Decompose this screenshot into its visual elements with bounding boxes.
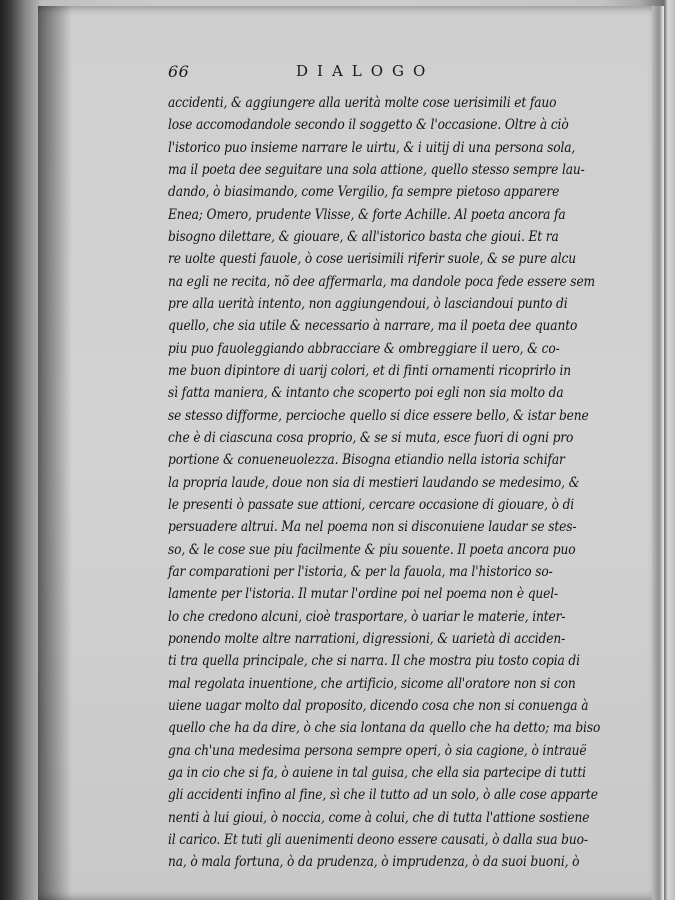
text-line: la propria laude, doue non sia di mestieri laudando se medesimo, & [168,474,580,491]
text-line: ga in cio che si fa, ò auiene in tal guisa, che ella sia partecipe di tutti [168,764,586,781]
text-line: mal regolata inuentione, che artificio, sicome all'oratore non si con [168,675,576,692]
page-edge [652,6,664,900]
text-line: quello che ha da dire, ò che sia lontana da quello che ha detto; ma biso [168,720,601,737]
text-line: dando, ò biasimando, come Vergilio, fa sempre pietoso apparere [168,184,560,201]
text-line: quello, che sia utile & necessario à narrare, ma il poeta dee quanto [168,318,578,335]
text-line: na, ò mala fortuna, ò da prudenza, ò imprudenza, ò da suoi buoni, ò [168,854,580,871]
gutter-shadow [38,6,72,900]
text-line: lamente per l'istoria. Il mutar l'ordine poi nel poema non è quel- [168,586,559,603]
text-line: ti tra quella principale, che si narra. Il che mostra piu tosto copia di [168,653,580,670]
text-line: na egli ne recita, nõ dee affermarla, ma dandole poca fede essere sem [168,273,596,290]
text-line: persuadere altrui. Ma nel poema non si disconuiene laudar se stes- [168,519,577,536]
page-number: 66 [168,62,190,81]
body-text [168,92,601,873]
text-line: re uolte questi fauole, ò cose uerisimili riferir suole, & se pure alcu [168,251,577,268]
text-line: l'istorico puo insieme narrare le uirtu, & i uitij di una persona sola, [168,139,576,156]
text-line: me buon dipintore di uarij colori, et di finti ornamenti ricoprirlo in [168,362,571,379]
text-line: so, & le cose sue piu facilmente & piu souente. Il poeta ancora puo [168,541,576,558]
text-line: nenti à lui gioui, ò noccia, come à colui, che di tutta l'attione sostiene [168,809,590,826]
text-line: bisogno dilettare, & giouare, & all'istorico basta che gioui. Et ra [168,228,559,245]
text-line: lose accomodandole secondo il soggetto & l'occasione. Oltre à ciò [168,117,569,134]
text-line: piu puo fauoleggiando abbracciare & ombreggiare il uero, & co- [168,340,560,357]
text-line: ponendo molte altre narrationi, digressioni, & uarietà di acciden- [168,630,566,647]
text-line: Enea; Omero, prudente Vlisse, & forte Achille. Al poeta ancora fa [168,206,566,223]
text-line: gli accidenti infino al fine, sì che il tutto ad un solo, ò alle cose apparte [168,787,598,804]
text-line: accidenti, & aggiungere alla uerità molte cose uerisimili et fauo [168,95,557,111]
text-line: lo che credono alcuni, cioè trasportare, ò uariar le materie, inter- [168,608,566,625]
text-line: gna ch'una medesima persona sempre operi, ò sia cagione, ò intrauë [168,742,587,759]
text-line: ma il poeta dee seguitare una sola attione, quello stesso sempre lau- [168,161,585,178]
text-line: sì fatta maniera, & intanto che scoperto poi egli non sia molto da [168,385,564,402]
text-line: portione & conueneuolezza. Bisogna etiandio nella istoria schifar [168,452,565,469]
text-line: far comparationi per l'istoria, & per la fauola, ma l'historico so- [168,563,553,580]
text-line: uiene uagar molto dal proposito, dicendo cosa che non si conuenga à [168,697,589,714]
text-line: il carico. Et tuti gli auenimenti deono essere causati, ò dalla sua buo- [168,831,588,848]
text-line: se stesso difforme, percioche quello si dice essere bello, & istar bene [168,407,589,424]
text-line: che è di ciascuna cosa proprio, & se si muta, esce fuori di ogni pro [168,429,574,446]
running-head: DIALOGO [296,62,435,80]
text-line: le presenti ò passate sue attioni, cercare occasione di giouare, ò di [168,496,575,513]
text-line: pre alla uerità intento, non aggiungendoui, ò lasciandoui punto di [168,295,568,312]
page-header [168,60,598,86]
